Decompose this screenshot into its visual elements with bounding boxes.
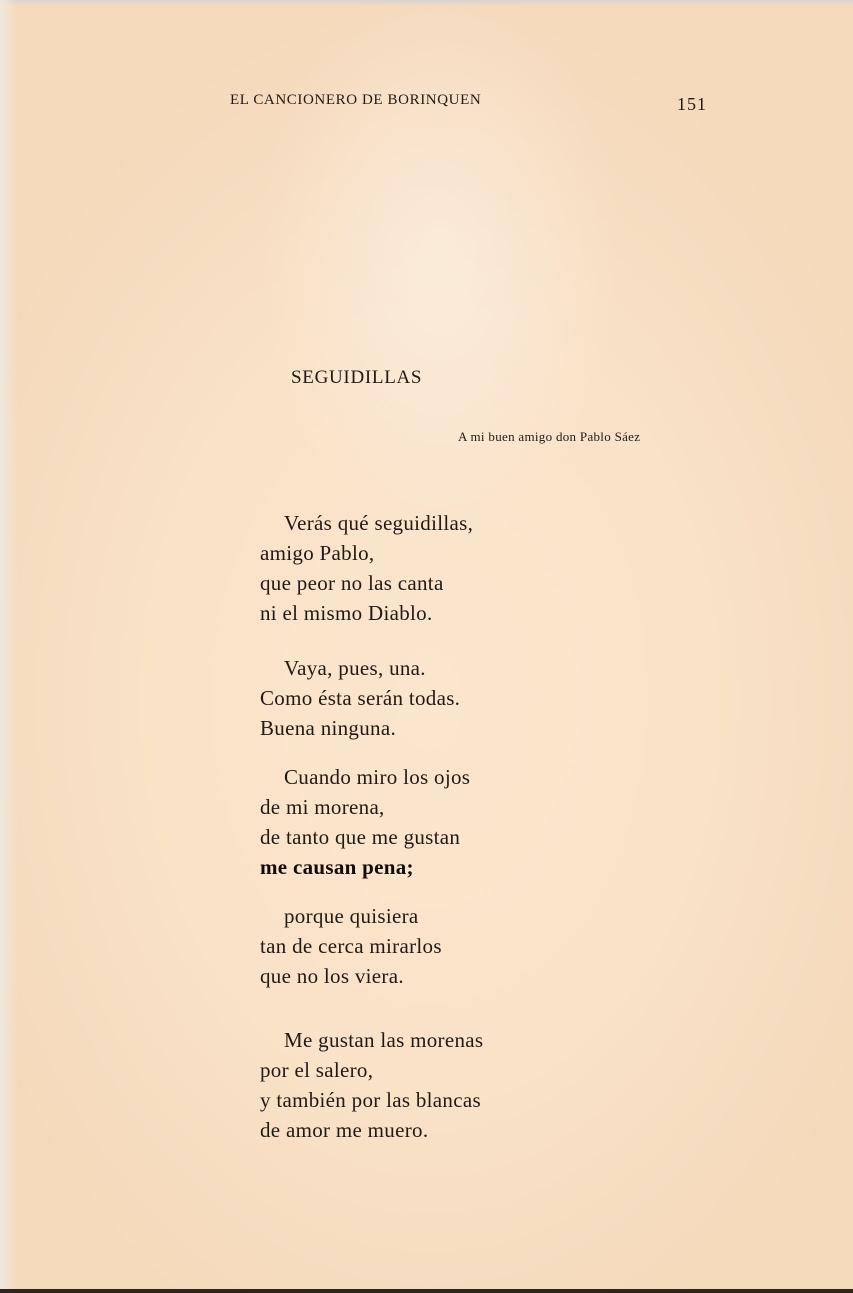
poem-line: que no los viera. xyxy=(260,964,404,988)
poem-line: amigo Pablo, xyxy=(260,541,375,565)
poem-line: me causan pena; xyxy=(260,855,414,879)
poem-dedication: A mi buen amigo don Pablo Sáez xyxy=(458,429,641,444)
poem-line: de tanto que me gustan xyxy=(260,825,461,849)
page-number: 151 xyxy=(677,94,707,114)
poem-line: por el salero, xyxy=(260,1058,374,1082)
stanza-3 xyxy=(260,762,470,882)
page-left-edge xyxy=(0,0,18,1293)
stanza-5 xyxy=(260,1025,483,1145)
poem-line: de amor me muero. xyxy=(260,1118,429,1142)
poem-line: Verás qué seguidillas, xyxy=(284,511,474,535)
poem-line: ni el mismo Diablo. xyxy=(260,601,433,625)
poem-line: tan de cerca mirarlos xyxy=(260,934,442,958)
stanza-4 xyxy=(260,901,442,991)
poem-line: y también por las blancas xyxy=(260,1088,481,1112)
poem-line: de mi morena, xyxy=(260,795,385,819)
poem-line: Cuando miro los ojos xyxy=(284,765,471,789)
stanza-2 xyxy=(260,653,460,743)
running-title: EL CANCIONERO DE BORINQUEN xyxy=(230,92,482,108)
poem-line: Buena ninguna. xyxy=(260,716,397,740)
poem-line: Vaya, pues, una. xyxy=(284,656,426,680)
poem-line: Como ésta serán todas. xyxy=(260,686,461,710)
page-bottom-edge xyxy=(0,1289,853,1293)
page-top-edge xyxy=(0,0,853,6)
poem-line: Me gustan las morenas xyxy=(284,1028,484,1052)
poem-title: SEGUIDILLAS xyxy=(291,367,423,388)
poem-line: porque quisiera xyxy=(284,904,419,928)
stanza-1 xyxy=(260,508,473,628)
poem-line: que peor no las canta xyxy=(260,571,444,595)
